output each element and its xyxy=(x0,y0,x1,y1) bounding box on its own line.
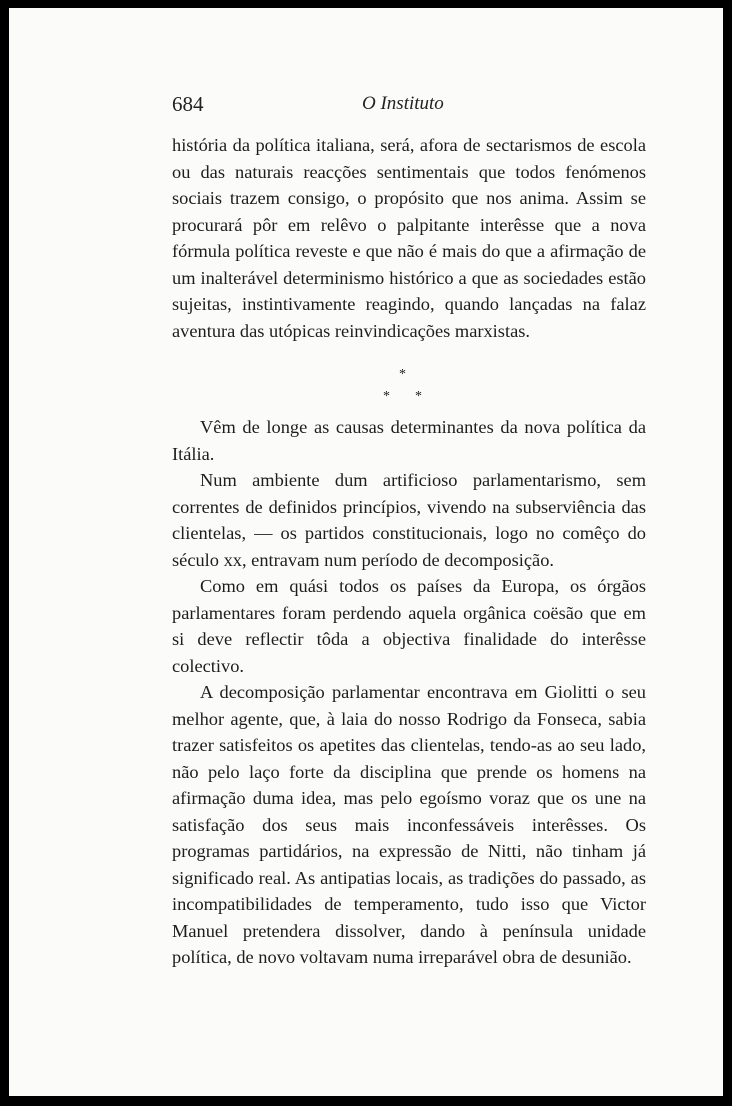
page-number: 684 xyxy=(172,92,204,116)
running-head xyxy=(172,92,602,122)
asterism-separator xyxy=(172,344,646,414)
body-text xyxy=(172,132,646,971)
paragraph-parliamentarism: Num ambiente dum artificioso parlamentarismo, sem correntes de definidos princípios, vivendo na subserviência das clientelas, — os partidos constitucionais, logo no comêço do século xx, entravam num período de decomposição. xyxy=(172,470,646,570)
asterism-star-right: * xyxy=(415,389,422,404)
book-page xyxy=(9,8,723,1096)
paragraph-europe: Como em quási todos os países da Europa, os órgãos parlamentares foram perdendo aquela orgânica coësão que em si deve reflectir tôda a objectiva finalidade do interêsse colectivo. xyxy=(172,576,646,676)
header-title: O Instituto xyxy=(362,93,444,114)
paragraph-causes: Vêm de longe as causas determinantes da nova política da Itália. xyxy=(172,417,646,464)
paragraph-continuation: história da política italiana, será, afora de sectarismos de escola ou das naturais reacções sentimentais que todos fenómenos sociais trazem consigo, o propósito que nos anima. Assim se procurará pôr em relêvo o palpitante interêsse que a nova fórmula política reveste e que não é mais do que a afirmação de um inalterável determinismo histórico a que as sociedades estão sujeitas, instintivamente reagindo, quando lançadas na falaz aventura das utópicas reinvindicações marxistas. xyxy=(172,135,646,341)
asterism-star-left: * xyxy=(383,389,390,404)
asterism-star-top: * xyxy=(399,367,406,382)
paragraph-giolitti: A decomposição parlamentar encontrava em Giolitti o seu melhor agente, que, à laia do nosso Rodrigo da Fonseca, sabia trazer satisfeitos os apetites das clientelas, tendo-as ao seu lado, não pelo laço forte da disciplina que prende os homens na afirmação duma idea, mas pelo egoísmo voraz que os une na satisfação dos seus mais inconfessáveis interêsses. Os programas partidários, na expressão de Nitti, não tinham já significado real. As antipatias locais, as tradições do passado, as incompatibilidades de temperamento, tudo isso que Victor Manuel pretendera dissolver, dando à península unidade política, de novo voltavam numa irreparável obra de desunião. xyxy=(172,682,646,967)
